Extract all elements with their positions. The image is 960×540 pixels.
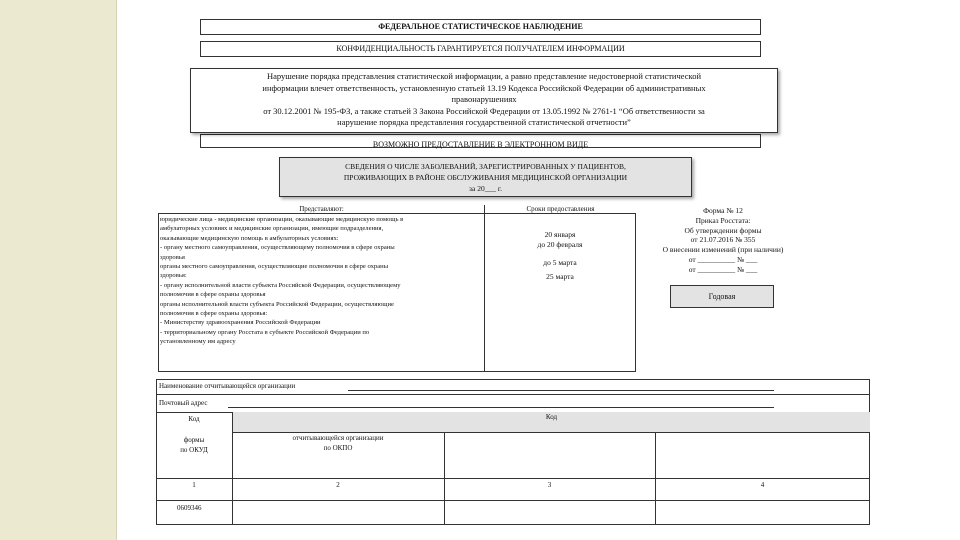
submitters-list <box>160 215 482 347</box>
form-info-line: от __________ № ___ <box>688 254 758 264</box>
form-info-line: от __________ № ___ <box>688 264 758 274</box>
postal-underline <box>228 407 774 408</box>
okpo-label-line2: по ОКПО <box>323 444 353 452</box>
warning-line: информации влечет ответственность, установленную статьей 13.19 Кодекса Российской Федерации об административных <box>262 82 706 93</box>
deadline-2: до 20 февраля <box>537 240 583 249</box>
report-title-line: за 20___ г. <box>469 184 502 193</box>
electronic-box <box>200 134 761 148</box>
warning-box <box>190 68 778 133</box>
col-number-4: 4 <box>760 481 765 489</box>
submitter-line: - органу исполнительной власти субъекта Российской Федерации, осуществляющему <box>160 281 401 289</box>
submitters-header-cell <box>158 205 485 214</box>
form-info-line: Приказ Росстата: <box>695 215 751 225</box>
deadline-4: 25 марта <box>546 272 574 281</box>
period-box <box>670 285 774 308</box>
deadline-3: до 5 марта <box>543 258 577 267</box>
kod-header-cell <box>232 412 870 433</box>
okpo-label-line1: отчитывающейся организации <box>292 434 384 442</box>
submitter-line: органы местного самоуправления, осуществляющие полномочия в сфере охраны <box>160 263 389 271</box>
submitter-line: - Министерству здравоохранения Российской Федерации <box>160 319 321 327</box>
electronic-text: ВОЗМОЖНО ПРЕДОСТАВЛЕНИЕ В ЭЛЕКТРОННОМ ВИДЕ <box>372 140 589 149</box>
okud-code-cell <box>156 500 233 525</box>
submitter-line: юридические лица - медицинские организации, оказывающие медицинскую помощь в <box>160 216 404 223</box>
warning-line: от 30.12.2001 № 195-ФЗ, а также статьей 3 Закона Российской Федерации от 13.05.1992 № 2761-1 “Об ответственности за <box>263 105 705 116</box>
numbers-row-top <box>156 478 870 479</box>
okud-label-line2: по ОКУД <box>180 446 208 454</box>
deadline-header-cell <box>484 205 636 214</box>
form-info-line: от 21.07.2016 № 355 <box>690 235 756 245</box>
warning-line: нарушение порядка представления государственной статистической отчетности” <box>337 117 631 127</box>
warning-line: Нарушение порядка представления статистической информации, а равно представление недостоверной статистической <box>266 71 702 81</box>
federal-title: ФЕДЕРАЛЬНОЕ СТАТИСТИЧЕСКОЕ НАБЛЮДЕНИЕ <box>378 22 583 31</box>
submitter-line: здоровья: <box>160 272 187 280</box>
submitter-line: установленному им адресу <box>160 338 236 346</box>
confidentiality-text: КОНФИДЕНЦИАЛЬНОСТЬ ГАРАНТИРУЕТСЯ ПОЛУЧАТЕЛЕМ ИНФОРМАЦИИ <box>336 44 625 53</box>
org-name-underline <box>348 390 774 391</box>
postal-label: Почтовый адрес <box>159 399 208 407</box>
submitter-line: - органу местного самоуправления, осуществляющему полномочия в сфере охраны <box>160 244 395 252</box>
warning-line: правонарушениях <box>451 94 517 104</box>
report-title-line: ПРОЖИВАЮЩИХ В РАЙОНЕ ОБСЛУЖИВАНИЯ МЕДИЦИНСКОЙ ОРГАНИЗАЦИИ <box>343 173 628 182</box>
left-sidebar <box>0 0 116 540</box>
col-number-2: 2 <box>336 481 340 489</box>
submitter-line: амбулаторных условиях и медицинские организации, имеющие подразделения, <box>160 225 384 233</box>
form-info-line: Форма № 12 <box>703 206 743 215</box>
submitters-header: Представляют: <box>299 205 344 213</box>
form-info <box>645 206 801 275</box>
org-row-divider <box>156 394 870 395</box>
okud-label-line1: формы <box>183 436 205 444</box>
col-divider-2 <box>444 433 445 525</box>
kod-label-1: Код <box>188 415 200 423</box>
col-number-3: 3 <box>547 481 552 489</box>
submitter-line: - территориальному органу Росстата в субъекте Российской Федерации по <box>160 328 370 336</box>
deadline-1: 20 января <box>544 230 576 239</box>
submission-divider <box>484 205 485 372</box>
submitter-line: органы исполнительной власти субъекта Российской Федерации, осуществляющие <box>160 300 394 308</box>
federal-title-box <box>200 19 761 35</box>
okud-code: 0609346 <box>177 504 202 512</box>
sidebar-divider <box>116 0 117 540</box>
report-title-box <box>279 157 692 197</box>
form-info-line: Об утверждении формы <box>684 225 762 235</box>
submitter-line: здоровья <box>160 253 185 261</box>
submitter-line: полномочия в сфере охраны здоровья: <box>160 310 268 318</box>
numbers-row-bottom <box>156 500 870 501</box>
org-name-label: Наименование отчитывающейся организации <box>159 382 296 390</box>
period-text: Годовая <box>708 292 736 301</box>
submitter-line: полномочия в сфере охраны здоровья <box>160 291 266 299</box>
confidentiality-box <box>200 41 761 57</box>
form-info-line: О внесении изменений (при наличии) <box>662 245 784 255</box>
col-divider-3 <box>655 433 656 525</box>
deadline-header: Сроки предоставления <box>526 205 595 213</box>
report-title-line: СВЕДЕНИЯ О ЧИСЛЕ ЗАБОЛЕВАНИЙ, ЗАРЕГИСТРИРОВАННЫХ У ПАЦИЕНТОВ, <box>345 162 626 171</box>
col-number-1: 1 <box>192 481 196 489</box>
kod-label-2: Код <box>545 413 558 421</box>
submitter-line: оказывающие медицинскую помощь в амбулаторных условиях: <box>160 234 339 242</box>
